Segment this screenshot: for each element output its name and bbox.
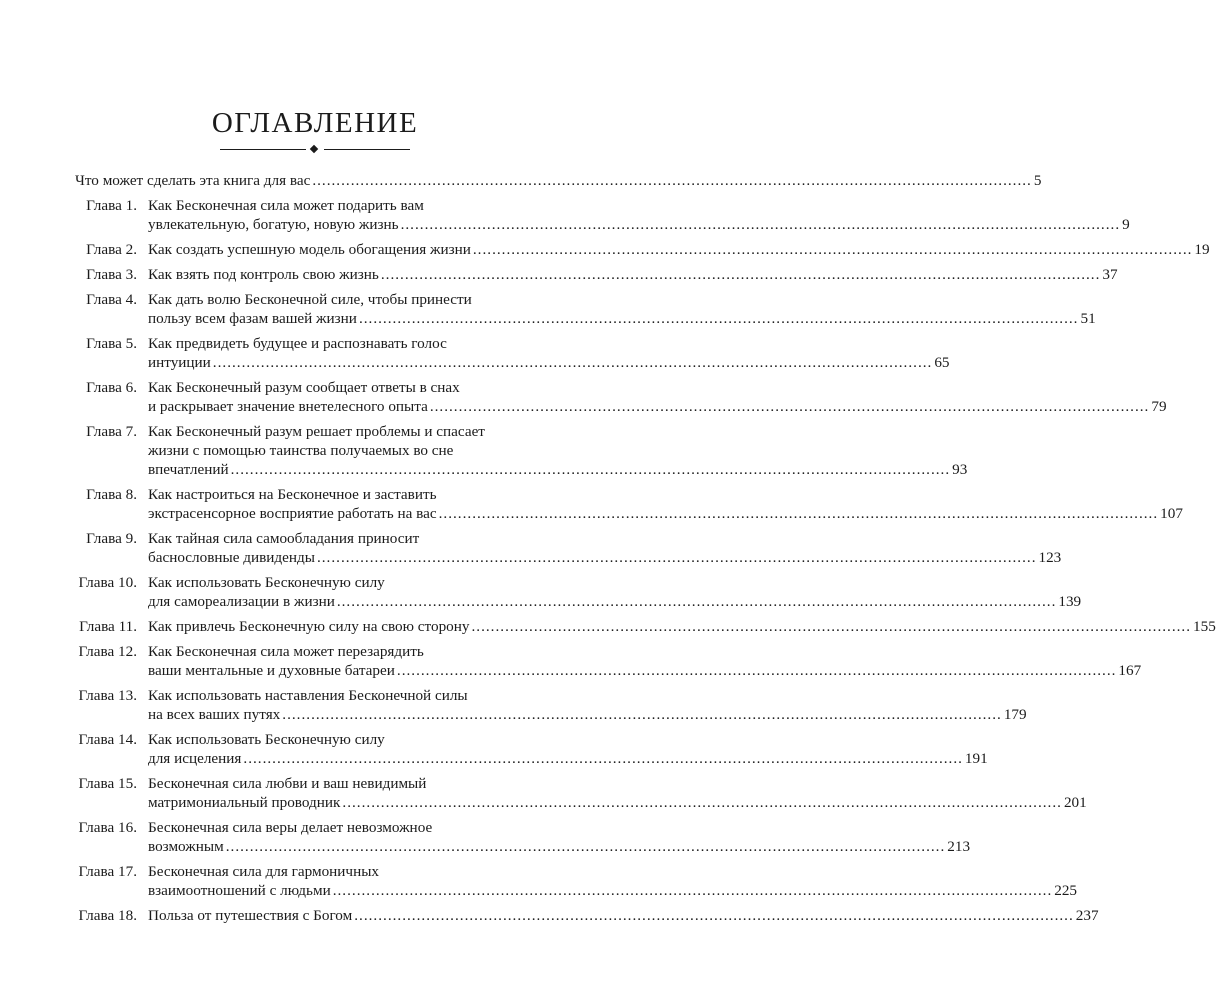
toc-entry-body <box>148 774 1087 812</box>
chapter-number: Глава 1. <box>86 197 137 214</box>
chapter-title-last-line <box>148 397 1167 416</box>
chapter-number: Глава 17. <box>78 863 137 880</box>
chapter-title-last-line <box>148 353 950 372</box>
chapter-number: Глава 15. <box>78 775 137 792</box>
chapter-title-line: ваши ментальные и духовные батареи <box>148 662 395 679</box>
page-number: 9 <box>1122 216 1130 233</box>
toc-entry-body <box>148 862 1078 900</box>
toc-entry[interactable] <box>0 265 1118 284</box>
dot-leader: ...................................................................................................................................................... <box>332 882 1053 899</box>
page-number: 213 <box>947 838 971 855</box>
chapter-title-line: Как использовать Бесконечную силу <box>148 731 385 748</box>
chapter-title-line: Как Бесконечная сила может подарить вам <box>148 197 424 214</box>
chapter-title-last-line <box>148 837 971 856</box>
page-number: 155 <box>1193 618 1216 635</box>
chapter-title-last-line <box>148 881 1078 900</box>
chapter-title-line: Бесконечная сила веры делает невозможное <box>148 819 433 836</box>
toc-entry[interactable] <box>0 378 1167 416</box>
toc-entry[interactable] <box>0 862 1078 900</box>
chapter-number: Глава 7. <box>86 423 137 440</box>
toc-entry[interactable] <box>0 422 968 479</box>
toc-entry-body <box>148 617 1216 636</box>
chapter-title-last-line <box>148 705 1027 724</box>
chapter-title-line: Как взять под контроль свою жизнь <box>148 266 379 283</box>
chapter-title-line: Как Бесконечный разум решает проблемы и спасает <box>148 423 485 440</box>
toc-entry-body <box>75 171 1042 190</box>
chapter-title-line: Как использовать наставления Бесконечной силы <box>148 687 468 704</box>
toc-entry[interactable] <box>0 290 1096 328</box>
dot-leader: ...................................................................................................................................................... <box>316 549 1037 566</box>
chapter-title-line: взаимоотношений с людьми <box>148 882 331 899</box>
chapter-title-last-line <box>148 793 1087 812</box>
chapter-title-line: Польза от путешествия с Богом <box>148 907 353 924</box>
chapter-title-line: Как создать успешную модель обогащения жизни <box>148 241 471 258</box>
ornament-line-left <box>220 149 306 150</box>
page-number: 225 <box>1054 882 1078 899</box>
page-number: 139 <box>1058 593 1082 610</box>
dot-leader: ...................................................................................................................................................... <box>230 461 951 478</box>
toc-entry-body <box>148 529 1062 567</box>
dot-leader: ...................................................................................................................................................... <box>312 172 1032 189</box>
dot-leader: ...................................................................................................................................................... <box>438 505 1159 522</box>
toc-entry-body <box>148 422 968 479</box>
chapter-number: Глава 8. <box>86 486 137 503</box>
chapter-number: Глава 16. <box>78 819 137 836</box>
toc-entry[interactable] <box>0 485 1183 523</box>
chapter-title-line: впечатлений <box>148 461 229 478</box>
page-number: 65 <box>934 354 950 371</box>
chapter-title-last-line <box>148 749 988 768</box>
dot-leader: ...................................................................................................................................................... <box>282 706 1002 723</box>
chapter-title-last-line <box>148 548 1062 567</box>
dot-leader: ...................................................................................................................................................... <box>212 354 933 371</box>
page-title: ОГЛАВЛЕНИЕ <box>211 107 419 139</box>
toc-entry-body <box>148 686 1027 724</box>
chapter-title-line: Как предвидеть будущее и распознавать голос <box>148 335 447 352</box>
chapter-title-last-line <box>148 906 1099 925</box>
toc-entry-body <box>148 730 988 768</box>
page-number: 123 <box>1038 549 1062 566</box>
dot-leader: ...................................................................................................................................................... <box>336 593 1057 610</box>
chapter-number: Глава 5. <box>86 335 137 352</box>
chapter-title-line: Как Бесконечная сила может перезарядить <box>148 643 424 660</box>
toc-entry[interactable] <box>0 774 1087 812</box>
chapter-title-last-line <box>148 265 1118 284</box>
chapter-title-line: Как тайная сила самообладания приносит <box>148 530 420 547</box>
page-number: 19 <box>1194 241 1210 258</box>
chapter-title-last-line <box>148 460 968 479</box>
chapter-number: Глава 18. <box>78 907 137 924</box>
chapter-title-last-line <box>148 592 1082 611</box>
chapter-title-line: Как дать волю Бесконечной силе, чтобы принести <box>148 291 472 308</box>
chapter-title-last-line <box>148 240 1210 259</box>
chapter-number: Глава 12. <box>78 643 137 660</box>
chapter-title-line: жизни с помощью таинства получаемых во сне <box>148 442 454 459</box>
toc-entry-body <box>148 573 1082 611</box>
dot-leader: ...................................................................................................................................................... <box>471 618 1192 635</box>
toc-entry-body <box>148 290 1096 328</box>
page-number: 237 <box>1075 907 1099 924</box>
toc-entry[interactable] <box>0 334 950 372</box>
toc-entry[interactable] <box>0 686 1027 724</box>
dot-leader: ...................................................................................................................................................... <box>358 310 1079 327</box>
dot-leader: ...................................................................................................................................................... <box>243 750 963 767</box>
page-number: 167 <box>1118 662 1142 679</box>
chapter-number: Глава 10. <box>78 574 137 591</box>
toc-entry-body <box>148 334 950 372</box>
chapter-title-line: Что может сделать эта книга для вас <box>75 172 311 189</box>
chapter-title-last-line <box>148 661 1142 680</box>
chapter-number: Глава 2. <box>86 241 137 258</box>
toc-entry[interactable] <box>0 906 1099 925</box>
chapter-number: Глава 14. <box>78 731 137 748</box>
chapter-title-line: пользу всем фазам вашей жизни <box>148 310 357 327</box>
toc-entry-body <box>148 265 1118 284</box>
page-number: 79 <box>1151 398 1167 415</box>
page-number: 179 <box>1003 706 1027 723</box>
chapter-title-line: Как Бесконечный разум сообщает ответы в снах <box>148 379 460 396</box>
chapter-number: Глава 4. <box>86 291 137 308</box>
dot-leader: ...................................................................................................................................................... <box>342 794 1062 811</box>
chapter-title-last-line <box>75 171 1042 190</box>
page-number: 51 <box>1080 310 1096 327</box>
toc-entry[interactable] <box>0 642 1142 680</box>
chapter-title-line: и раскрывает значение внетелесного опыта <box>148 398 428 415</box>
toc-entry[interactable] <box>0 171 1042 190</box>
chapter-number: Глава 6. <box>86 379 137 396</box>
toc-entry-body <box>148 906 1099 925</box>
dot-leader: ...................................................................................................................................................... <box>354 907 1074 924</box>
chapter-title-line: Как настроиться на Бесконечное и заставить <box>148 486 437 503</box>
toc-entry[interactable] <box>0 730 988 768</box>
chapter-title-line: Бесконечная сила любви и ваш невидимый <box>148 775 427 792</box>
title-ornament <box>220 144 410 156</box>
toc-entry-body <box>148 196 1130 234</box>
chapter-title-line: увлекательную, богатую, новую жизнь <box>148 216 399 233</box>
chapter-title-last-line <box>148 309 1096 328</box>
toc-entry[interactable] <box>0 818 971 856</box>
chapter-title-line: Как привлечь Бесконечную силу на свою сторону <box>148 618 470 635</box>
ornament-line-right <box>324 149 410 150</box>
chapter-title-line: Как использовать Бесконечную силу <box>148 574 385 591</box>
page-number: 37 <box>1102 266 1118 283</box>
chapter-title-last-line <box>148 215 1130 234</box>
page-number: 201 <box>1063 794 1087 811</box>
dot-leader: ...................................................................................................................................................... <box>400 216 1121 233</box>
dot-leader: ...................................................................................................................................................... <box>429 398 1150 415</box>
toc-entry-body <box>148 642 1142 680</box>
dot-leader: ...................................................................................................................................................... <box>396 662 1117 679</box>
chapter-title-line: баснословные дивиденды <box>148 549 315 566</box>
page-number: 93 <box>952 461 968 478</box>
toc-entry[interactable] <box>0 196 1130 234</box>
diamond-icon <box>310 145 318 153</box>
toc-entry-body <box>148 818 971 856</box>
chapter-title-line: возможным <box>148 838 224 855</box>
toc-entry[interactable] <box>0 240 1210 259</box>
page-number: 107 <box>1160 505 1183 522</box>
chapter-title-last-line <box>148 617 1216 636</box>
chapter-title-line: экстрасенсорное восприятие работать на вас <box>148 505 437 522</box>
chapter-number: Глава 3. <box>86 266 137 283</box>
chapter-title-last-line <box>148 504 1183 523</box>
chapter-title-line: на всех ваших путях <box>148 706 281 723</box>
chapter-number: Глава 11. <box>79 618 137 635</box>
chapter-title-line: для исцеления <box>148 750 242 767</box>
page-number: 5 <box>1033 172 1042 189</box>
toc-entry[interactable] <box>0 529 1062 567</box>
chapter-number: Глава 9. <box>86 530 137 547</box>
chapter-title-line: матримониальный проводник <box>148 794 341 811</box>
toc-entry-body <box>148 240 1210 259</box>
chapter-number: Глава 13. <box>78 687 137 704</box>
toc-entry[interactable] <box>0 617 1216 636</box>
toc-entry[interactable] <box>0 573 1082 611</box>
chapter-title-line: интуиции <box>148 354 211 371</box>
dot-leader: ...................................................................................................................................................... <box>225 838 946 855</box>
page-number: 191 <box>964 750 988 767</box>
dot-leader: ...................................................................................................................................................... <box>472 241 1193 258</box>
toc-entry-body <box>148 485 1183 523</box>
dot-leader: ...................................................................................................................................................... <box>380 266 1101 283</box>
chapter-title-line: для самореализации в жизни <box>148 593 335 610</box>
chapter-title-line: Бесконечная сила для гармоничных <box>148 863 379 880</box>
toc-entry-body <box>148 378 1167 416</box>
